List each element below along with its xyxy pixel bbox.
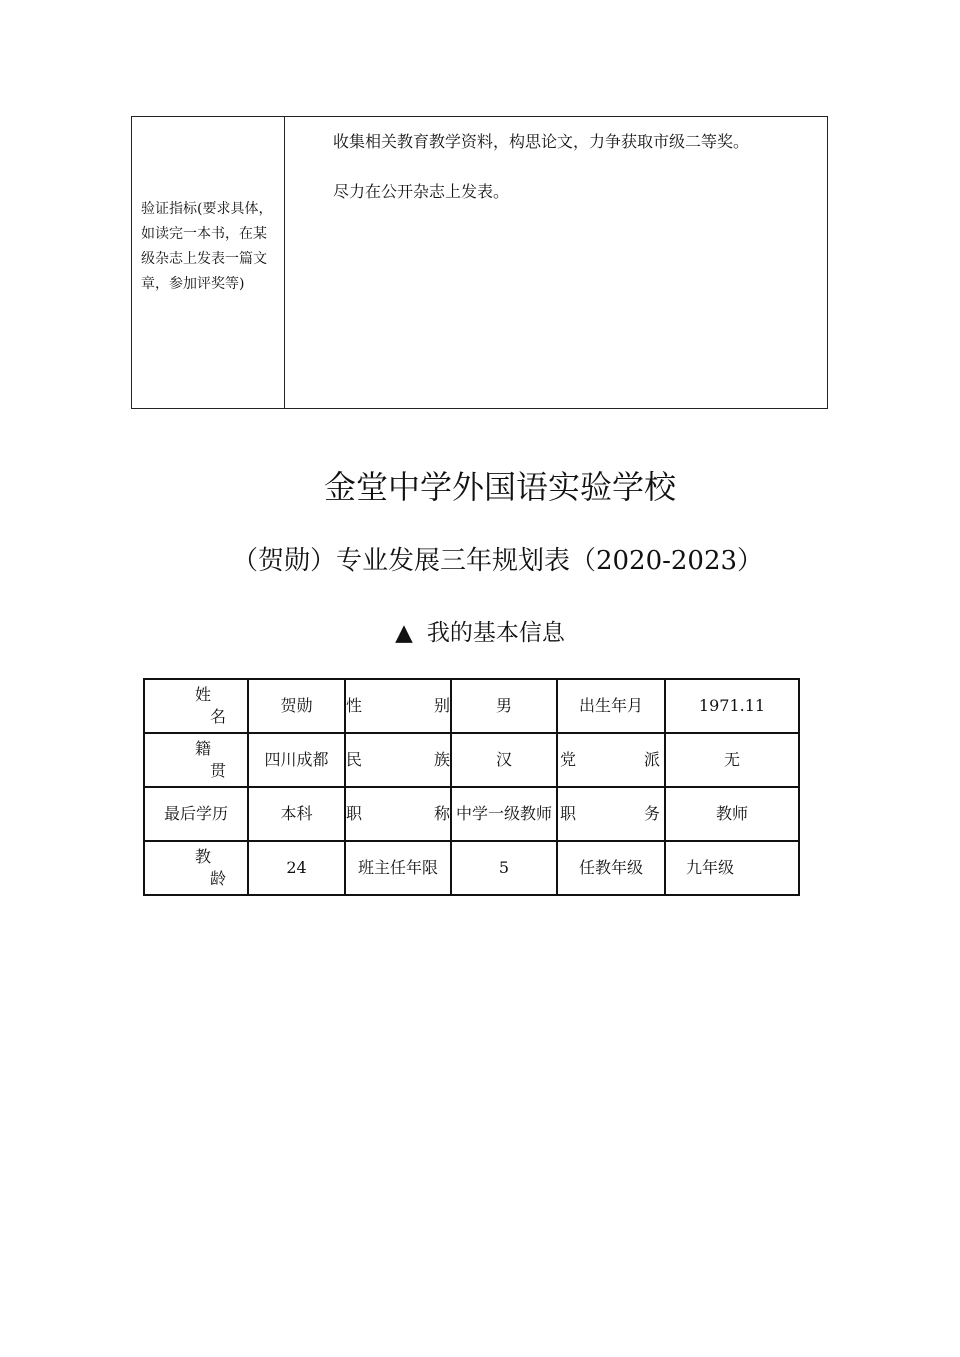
- gender-label: 性别: [345, 679, 451, 733]
- ethnicity-value: 汉: [451, 733, 557, 787]
- birth-value: 1971.11: [665, 679, 799, 733]
- headteacher-years-label: 班主任年限: [345, 841, 451, 895]
- position-value: 教师: [665, 787, 799, 841]
- education-label: 最后学历: [144, 787, 248, 841]
- origin-label: 籍 贯: [144, 733, 248, 787]
- school-title: 金堂中学外国语实验学校: [323, 468, 676, 506]
- origin-value: 四川成都: [248, 733, 345, 787]
- table-row: [144, 733, 799, 787]
- table-row: [144, 787, 799, 841]
- name-label: 姓 名: [144, 679, 248, 733]
- teaching-years-value: 24: [248, 841, 345, 895]
- education-value: 本科: [248, 787, 345, 841]
- position-label: 职务: [557, 787, 665, 841]
- table-row: [144, 841, 799, 895]
- gender-value: 男: [451, 679, 557, 733]
- verification-table: [131, 116, 828, 409]
- plan-title: （贺勋）专业发展三年规划表（2020-2023）: [231, 546, 764, 576]
- birth-label: 出生年月: [557, 679, 665, 733]
- verification-paragraph-2: 尽力在公开杂志上发表。: [333, 182, 510, 201]
- party-label: 党派: [557, 733, 665, 787]
- name-value: 贺勋: [248, 679, 345, 733]
- section-title: 我的基本信息: [426, 620, 565, 646]
- section-heading: [0, 614, 960, 647]
- verification-content: [285, 117, 827, 408]
- title-label: 职称: [345, 787, 451, 841]
- grade-label: 任教年级: [557, 841, 665, 895]
- table-row: [144, 679, 799, 733]
- verification-paragraph-1: 收集相关教育教学资料，构思论文，力争获取市级二等奖。: [333, 132, 750, 151]
- triangle-icon: ▲: [395, 620, 413, 646]
- ethnicity-label: 民族: [345, 733, 451, 787]
- verification-label: 验证指标(要求具体，如读完一本书，在某级杂志上发表一篇文章，参加评奖等): [132, 117, 285, 408]
- teaching-years-label: 教 龄: [144, 841, 248, 895]
- basic-info-table: [143, 678, 800, 896]
- headteacher-years-value: 5: [451, 841, 557, 895]
- grade-value: 九年级: [665, 841, 799, 895]
- party-value: 无: [665, 733, 799, 787]
- title-value: 中学一级教师: [451, 787, 557, 841]
